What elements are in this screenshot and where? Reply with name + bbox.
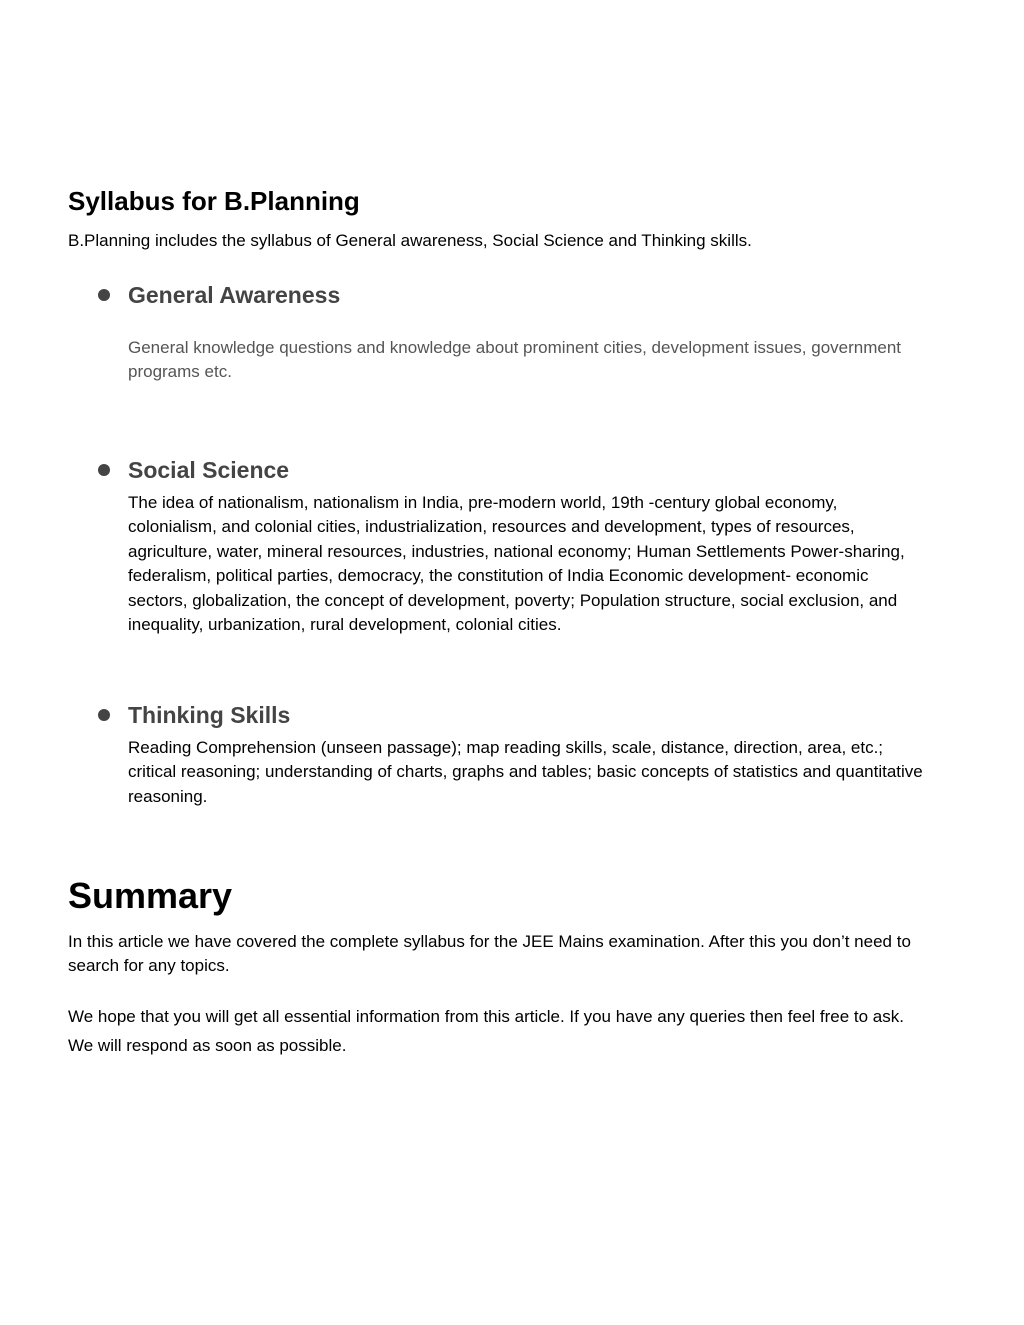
summary-paragraph-1: In this article we have covered the complete syllabus for the JEE Mains examination. After this you don’t need to search for any topics. [68, 932, 911, 976]
section-body: Reading Comprehension (unseen passage); map reading skills, scale, distance, direction, area, etc.; critical reasoning; understanding of charts, graphs and tables; basic concepts of statistics and quantitative reasoning. [128, 738, 923, 806]
section-body: The idea of nationalism, nationalism in India, pre-modern world, 19th -century global economy, colonialism, and colonial cities, industrialization, resources and development, types of resources, agriculture, water, mineral resources, industries, national economy; Human Settlements Power-sharing, federalism, political parties, democracy, the constitution of India Economic development- economic sectors, globalization, the concept of development, poverty; Population structure, social exclusion, and inequality, urbanization, rural development, colonial cities. [128, 493, 905, 635]
section-title: Social Science [128, 457, 290, 483]
summary-heading: Summary [68, 875, 233, 916]
summary-paragraph-2: We hope that you will get all essential information from this article. If you have any queries then feel free to ask. We will respond as soon as possible. [68, 1007, 904, 1055]
section-title: General Awareness [128, 282, 341, 308]
section-body: General knowledge questions and knowledge about prominent cities, development issues, government programs etc. [128, 338, 902, 382]
bullet-icon [98, 709, 110, 721]
bullet-icon [98, 464, 110, 476]
bullet-icon [98, 289, 110, 301]
intro-paragraph: B.Planning includes the syllabus of General awareness, Social Science and Thinking skills. [68, 231, 752, 250]
section-heading-bplanning: Syllabus for B.Planning [68, 186, 360, 216]
section-title: Thinking Skills [128, 702, 291, 728]
